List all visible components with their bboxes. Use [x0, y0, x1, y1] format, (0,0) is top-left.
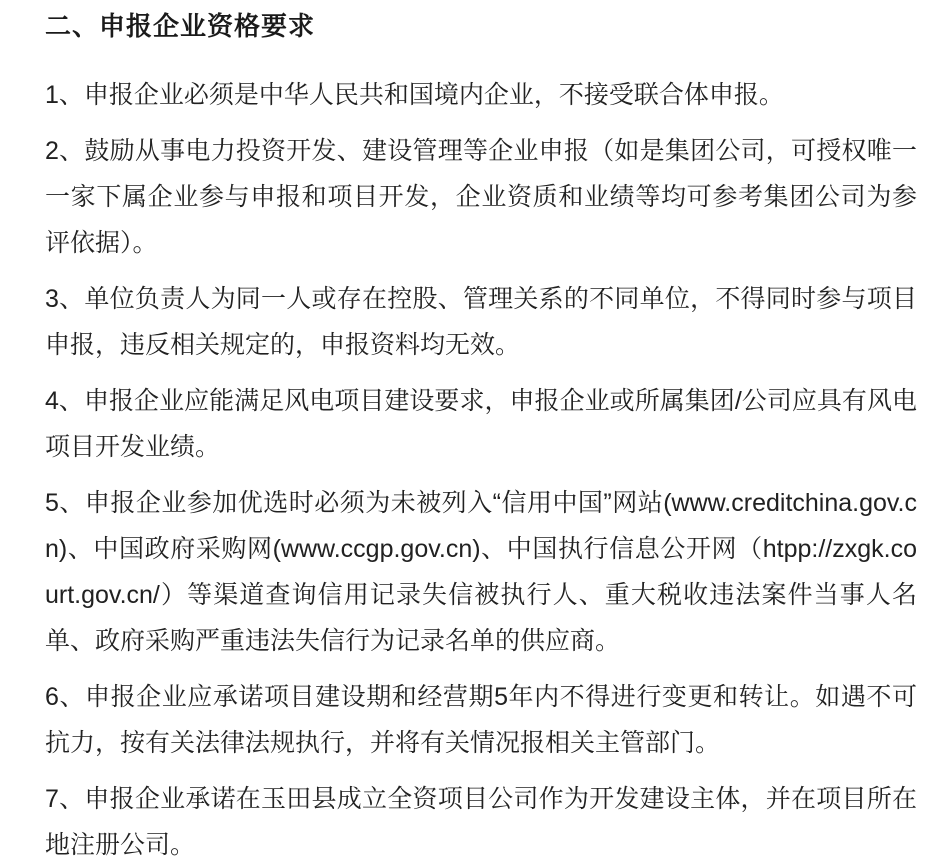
requirement-paragraph-2: 2、鼓励从事电力投资开发、建设管理等企业申报（如是集团公司，可授权唯一一家下属企业参与申报和项目开发，企业资质和业绩等均可参考集团公司为参评依据）。: [45, 137, 917, 257]
requirement-paragraph-7: 7、申报企业承诺在玉田县成立全资项目公司作为开发建设主体，并在项目所在地注册公司。: [45, 785, 917, 859]
requirement-paragraph-6: 6、申报企业应承诺项目建设期和经营期5年内不得进行变更和转让。如遇不可抗力，按有关法律法规执行，并将有关情况报相关主管部门。: [45, 683, 917, 757]
requirement-paragraph-5: 5、申报企业参加优选时必须为未被列入“信用中国”网站(www.creditchina.gov.cn)、中国政府采购网(www.ccgp.gov.cn)、中国执行信息公开网（htpp://zxgk.court.gov.cn/）等渠道查询信用记录失信被执行人、重大税收违法案件当事人名单、政府采购严重违法失信行为记录名单的供应商。: [45, 489, 917, 655]
requirement-paragraph-1: 1、申报企业必须是中华人民共和国境内企业，不接受联合体申报。: [45, 81, 784, 109]
requirement-paragraph-4: 4、申报企业应能满足风电项目建设要求，申报企业或所属集团/公司应具有风电项目开发业绩。: [45, 387, 917, 461]
section-title: 二、申报企业资格要求: [45, 11, 316, 41]
requirement-paragraph-3: 3、单位负责人为同一人或存在控股、管理关系的不同单位，不得同时参与项目申报，违反相关规定的，申报资料均无效。: [45, 285, 917, 359]
